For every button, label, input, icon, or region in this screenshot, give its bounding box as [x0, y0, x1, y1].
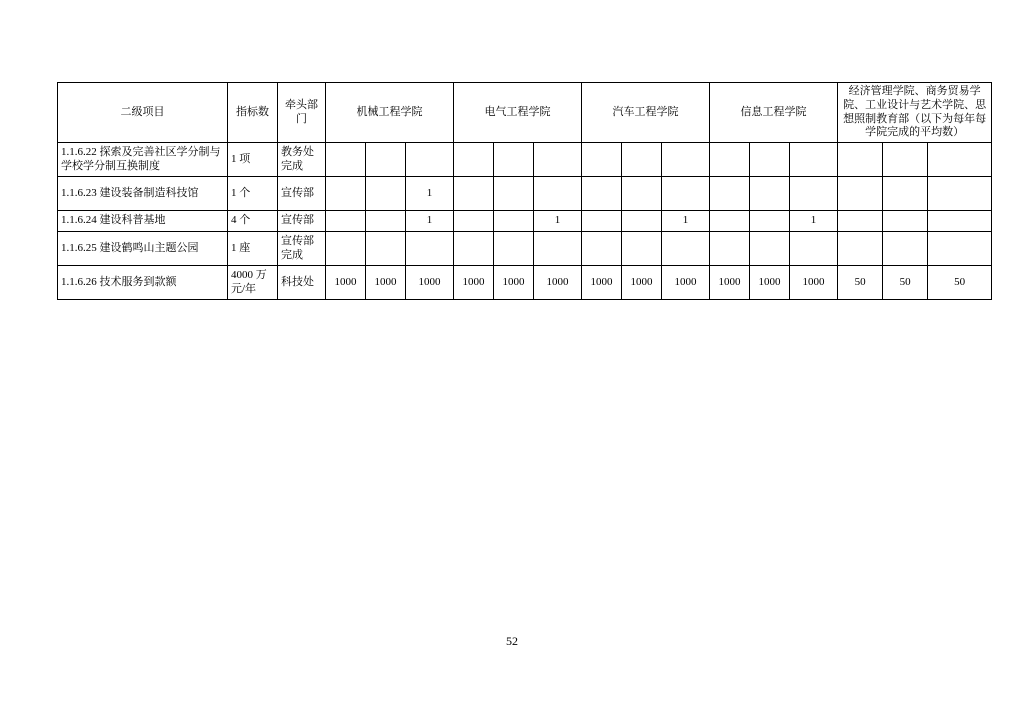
row-value — [883, 232, 928, 266]
row-value — [582, 232, 622, 266]
row-value: 50 — [928, 266, 992, 300]
row-value — [750, 211, 790, 232]
row-value: 1000 — [454, 266, 494, 300]
row-name: 1.1.6.26 技术服务到款额 — [58, 266, 228, 300]
table-row — [58, 232, 992, 266]
row-count: 1 座 — [228, 232, 278, 266]
row-value — [928, 177, 992, 211]
row-count: 4 个 — [228, 211, 278, 232]
row-value — [582, 143, 622, 177]
header-indicator-count: 指标数 — [228, 83, 278, 143]
row-value — [622, 177, 662, 211]
row-value — [326, 143, 366, 177]
row-value — [622, 143, 662, 177]
page-number: 52 — [506, 634, 518, 648]
row-value — [406, 143, 454, 177]
header-college-1: 电气工程学院 — [454, 83, 582, 143]
row-value — [883, 211, 928, 232]
row-value — [326, 177, 366, 211]
header-other-colleges: 经济管理学院、商务贸易学院、工业设计与艺术学院、思想照制教育部（以下为每年每学院完成的平均数） — [838, 83, 992, 143]
table-body — [58, 143, 992, 300]
row-value — [790, 177, 838, 211]
row-value — [838, 211, 883, 232]
row-dept: 科技处 — [278, 266, 326, 300]
row-name: 1.1.6.24 建设科普基地 — [58, 211, 228, 232]
row-value — [838, 177, 883, 211]
row-value: 1 — [406, 177, 454, 211]
row-value — [454, 143, 494, 177]
row-value — [534, 143, 582, 177]
row-dept: 宣传部 — [278, 211, 326, 232]
row-value — [750, 177, 790, 211]
row-value: 1000 — [662, 266, 710, 300]
row-value — [928, 211, 992, 232]
row-value — [454, 211, 494, 232]
row-value: 1000 — [750, 266, 790, 300]
row-value: 1000 — [622, 266, 662, 300]
row-value — [494, 211, 534, 232]
row-value — [366, 177, 406, 211]
row-dept: 宣传部 — [278, 177, 326, 211]
row-value: 1000 — [534, 266, 582, 300]
row-name: 1.1.6.23 建设装备制造科技馆 — [58, 177, 228, 211]
row-value — [883, 143, 928, 177]
row-value: 1 — [790, 211, 838, 232]
row-value: 1000 — [494, 266, 534, 300]
row-value — [662, 232, 710, 266]
table-row — [58, 266, 992, 300]
row-value: 1000 — [406, 266, 454, 300]
row-value — [582, 177, 622, 211]
row-value — [534, 177, 582, 211]
row-value — [883, 177, 928, 211]
row-value: 1000 — [710, 266, 750, 300]
table-header-row — [58, 83, 992, 143]
row-value — [750, 143, 790, 177]
plan-table-container — [57, 82, 987, 300]
row-value — [710, 143, 750, 177]
row-value — [366, 143, 406, 177]
row-value — [710, 211, 750, 232]
row-value — [494, 143, 534, 177]
row-value — [494, 232, 534, 266]
row-value: 1 — [662, 211, 710, 232]
row-value — [406, 232, 454, 266]
row-value: 1000 — [582, 266, 622, 300]
header-college-2: 汽车工程学院 — [582, 83, 710, 143]
row-value — [928, 232, 992, 266]
table-row — [58, 143, 992, 177]
row-count: 4000 万元/年 — [228, 266, 278, 300]
row-value: 50 — [838, 266, 883, 300]
row-value — [454, 232, 494, 266]
header-item: 二级项目 — [58, 83, 228, 143]
row-value — [838, 232, 883, 266]
row-value — [662, 177, 710, 211]
row-value — [622, 232, 662, 266]
row-value — [662, 143, 710, 177]
row-value: 1000 — [326, 266, 366, 300]
row-value — [366, 232, 406, 266]
row-value: 50 — [883, 266, 928, 300]
row-value — [710, 177, 750, 211]
table-row — [58, 177, 992, 211]
row-value — [326, 211, 366, 232]
row-value — [534, 232, 582, 266]
row-value — [454, 177, 494, 211]
row-value: 1000 — [366, 266, 406, 300]
row-value: 1 — [406, 211, 454, 232]
row-value — [582, 211, 622, 232]
row-count: 1 个 — [228, 177, 278, 211]
header-college-0: 机械工程学院 — [326, 83, 454, 143]
table-row — [58, 211, 992, 232]
row-value — [622, 211, 662, 232]
row-value — [326, 232, 366, 266]
row-value — [790, 143, 838, 177]
row-dept: 宣传部完成 — [278, 232, 326, 266]
row-value — [710, 232, 750, 266]
row-value — [838, 143, 883, 177]
row-value: 1 — [534, 211, 582, 232]
row-value — [928, 143, 992, 177]
row-dept: 教务处完成 — [278, 143, 326, 177]
row-value: 1000 — [790, 266, 838, 300]
row-value — [366, 211, 406, 232]
plan-table — [57, 82, 992, 300]
header-college-3: 信息工程学院 — [710, 83, 838, 143]
header-lead-department: 牵头部门 — [278, 83, 326, 143]
row-count: 1 项 — [228, 143, 278, 177]
row-name: 1.1.6.25 建设鹤鸣山主题公园 — [58, 232, 228, 266]
row-name: 1.1.6.22 探索及完善社区学分制与学校学分制互换制度 — [58, 143, 228, 177]
row-value — [790, 232, 838, 266]
row-value — [750, 232, 790, 266]
row-value — [494, 177, 534, 211]
